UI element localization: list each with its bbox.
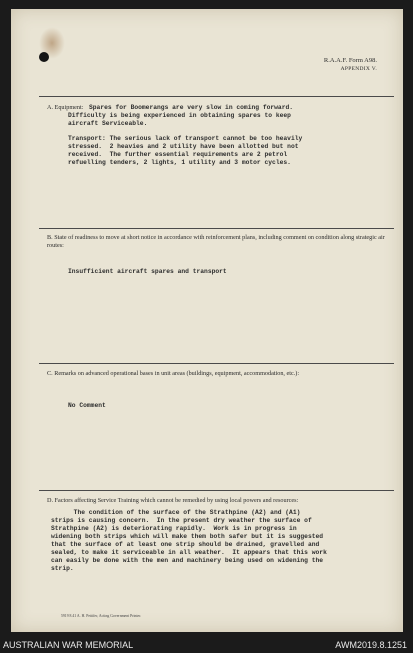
section-divider-a (39, 96, 394, 97)
section-d-line-8: strip. (51, 565, 74, 572)
section-c-heading: C. Remarks on advanced operational bases in unit areas (buildings, equipment, accommodation, etc.): (47, 370, 300, 377)
caption-source: AUSTRALIAN WAR MEMORIAL (3, 640, 134, 650)
caption-bar (0, 638, 413, 653)
printer-imprint: 5919 8.41 A. H. Pettifer, Acting Government Printer. (61, 614, 142, 618)
caption-id: AWM2019.8.1251 (335, 640, 407, 650)
section-divider-b (39, 228, 394, 229)
section-a-line-2: Difficulty is being experienced in obtaining spares to keep (68, 112, 291, 119)
section-a-line-8: refuelling tenders, 2 lights, 1 utility and 3 motor cycles. (68, 159, 291, 166)
appendix-label: APPENDIX V. (340, 66, 377, 72)
section-d-line-5: that the surface of at least one strip should be drained, gravelled and (51, 541, 320, 548)
section-b-heading: B. State of readiness to move at short notice in accordance with reinforcement plans, including comment on condition along strategic air routes: (47, 234, 385, 249)
section-d-line-3: Strathpine (A2) is deteriorating rapidly. Work is in progress in (51, 525, 297, 532)
section-b-typed: Insufficient aircraft spares and transport (68, 268, 227, 275)
section-d-line-1: The condition of the surface of the Strathpine (A2) and (A1) (51, 509, 301, 516)
section-a-line-1: Spares for Boomerangs are very slow in coming forward. (89, 104, 294, 111)
section-a-line-6: stressed. 2 heavies and 2 utility have been allotted but not (68, 143, 299, 150)
section-d-heading: D. Factors affecting Service Training which cannot be remedied by using local powers and resources: (47, 497, 299, 504)
section-a-heading: A. Equipment: (47, 104, 84, 111)
section-d-line-6: sealed, to make it serviceable in all weather. It appears that this work (51, 549, 327, 556)
section-divider-d (39, 490, 394, 491)
section-a-line-5: Transport: The serious lack of transport cannot be too heavily (68, 135, 303, 142)
form-title: R.A.A.F. Form A98. (323, 57, 377, 64)
punch-hole (39, 52, 49, 62)
section-divider-c (39, 363, 394, 364)
document-page (11, 9, 403, 632)
form-title-block (324, 57, 377, 73)
section-a-line-3: aircraft Serviceable. (68, 120, 148, 127)
section-d-line-7: can easily be done with the men and machinery being used on widening the (51, 557, 324, 564)
section-a-line-7: received. The further essential requirements are 2 petrol (68, 151, 288, 158)
section-c-typed: No Comment (68, 402, 106, 409)
section-d-line-2: strips is causing concern. In the present dry weather the surface of (51, 517, 312, 524)
section-d-line-4: widening both strips which will make them both safer but it is suggested (51, 533, 324, 540)
